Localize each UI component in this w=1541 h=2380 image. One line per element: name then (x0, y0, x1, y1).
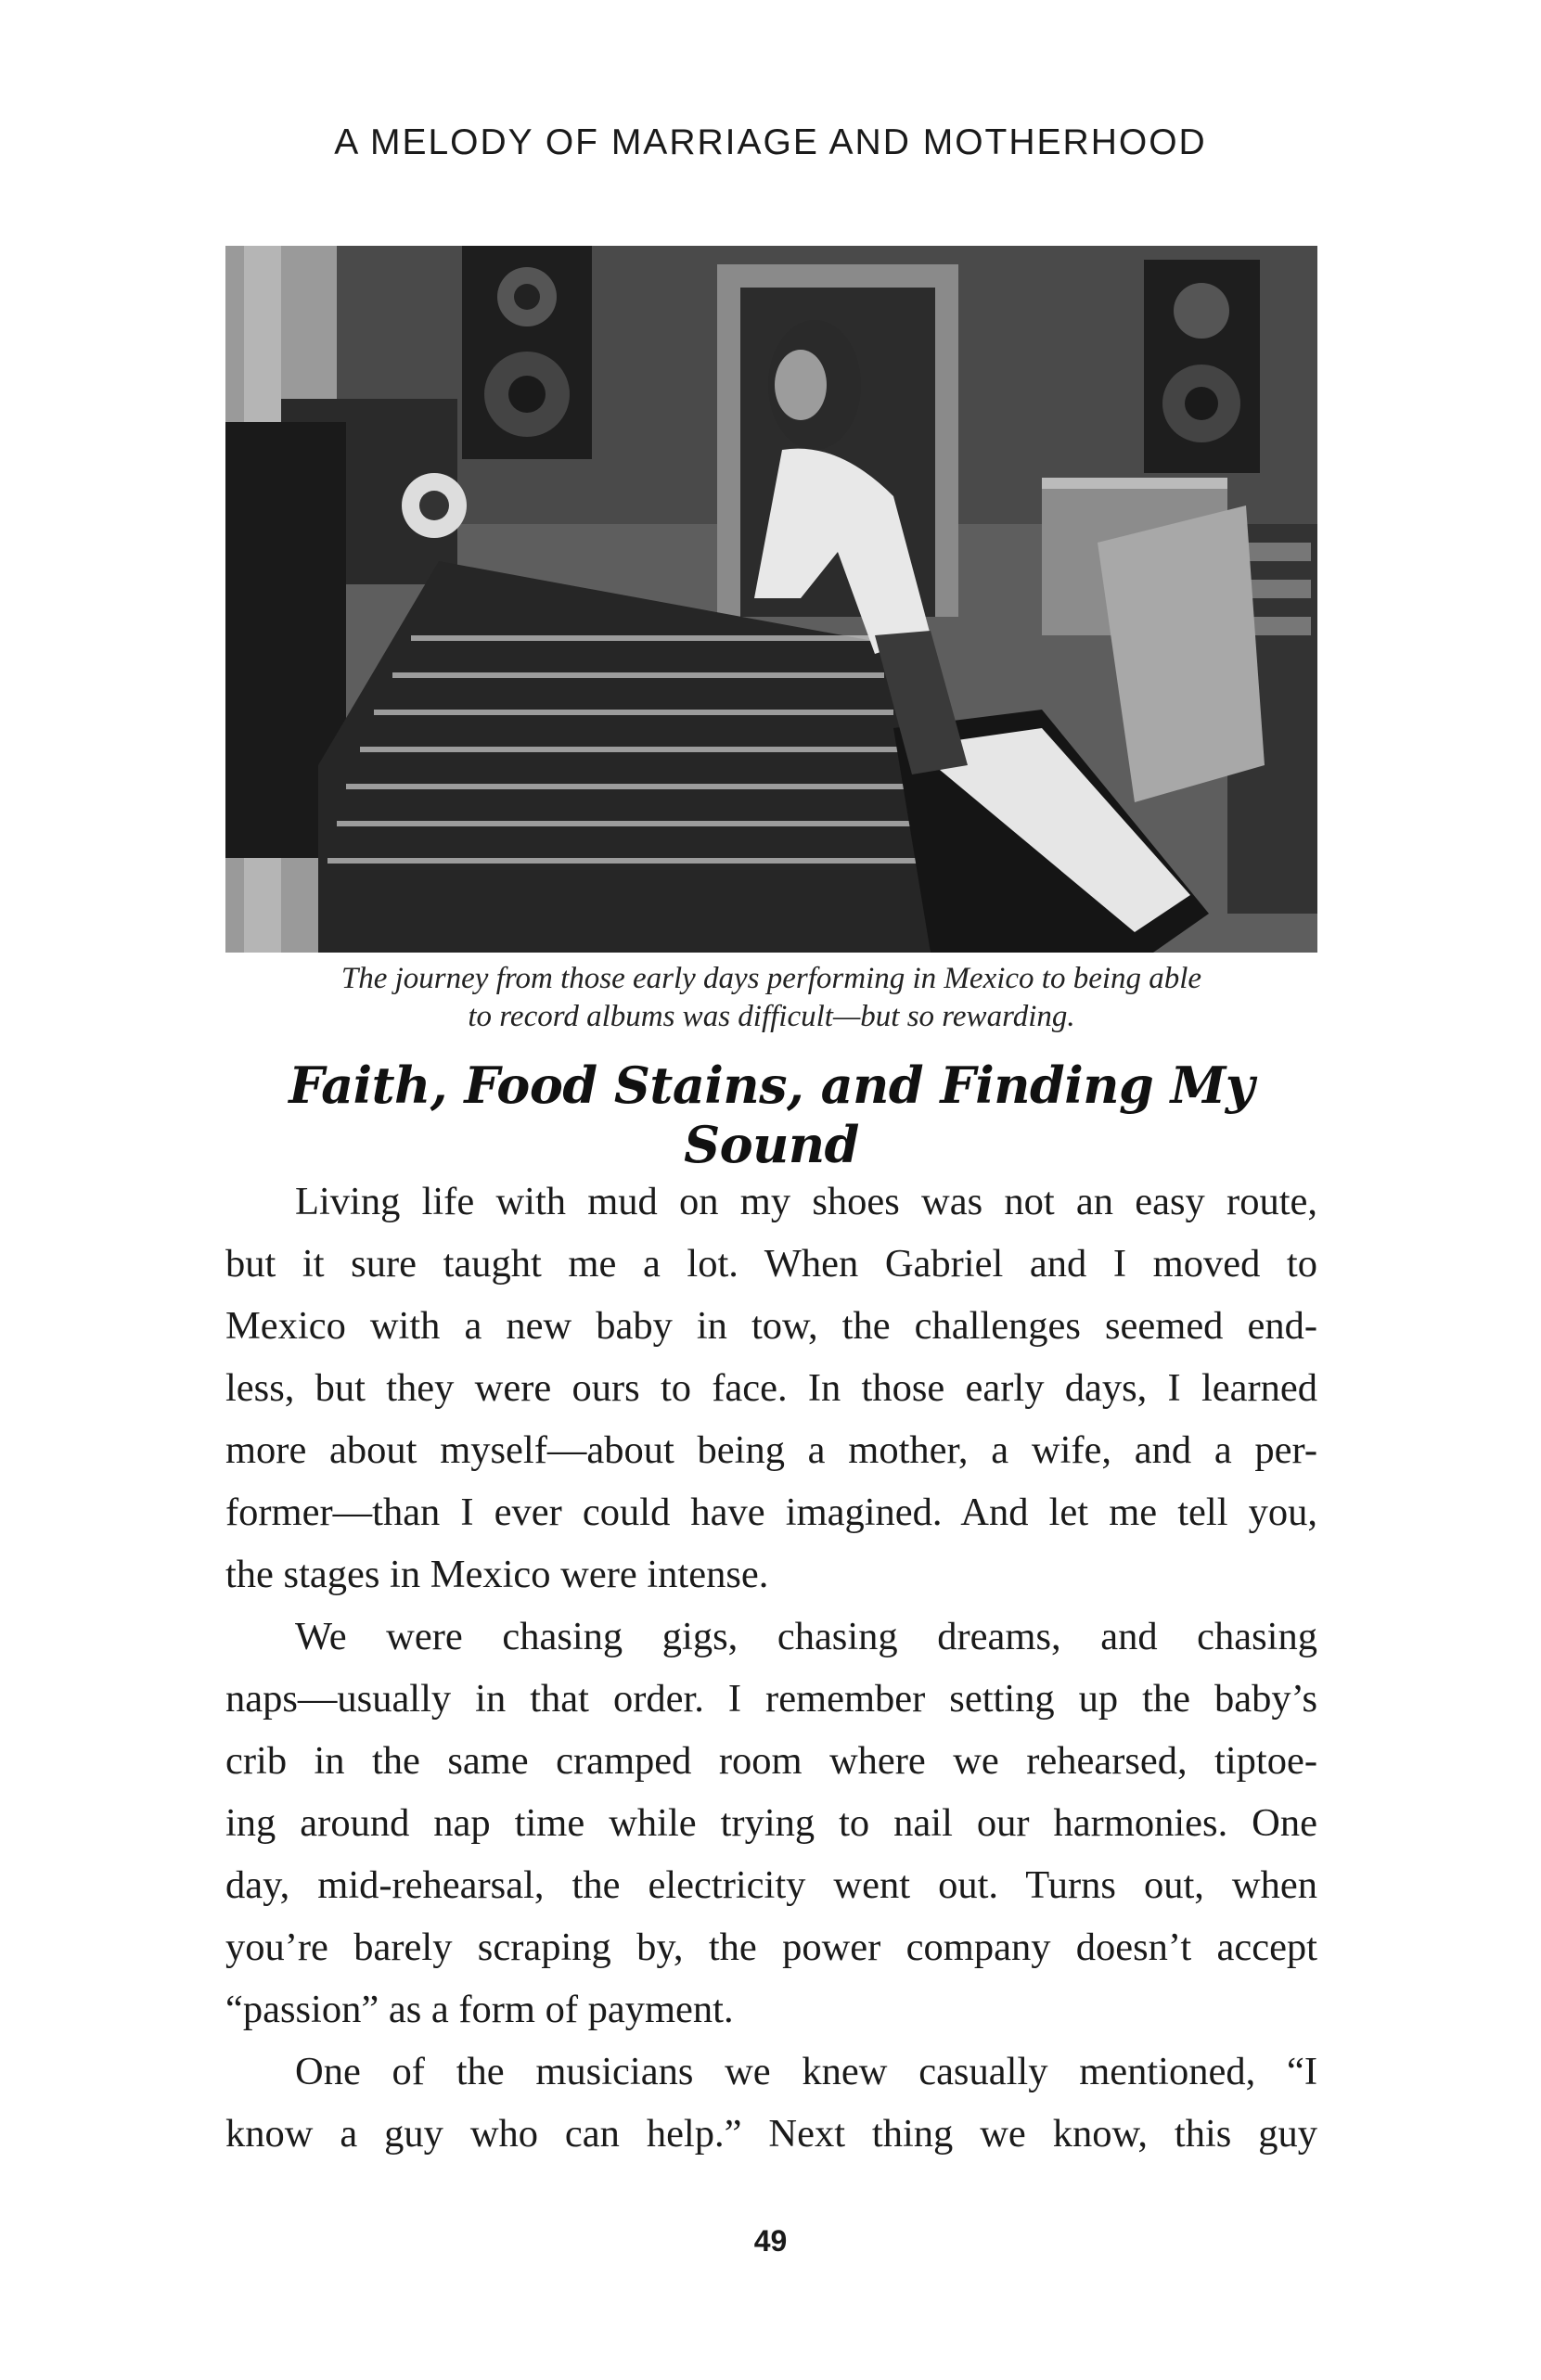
text-line: Living life with mud on my shoes was not an easy route, (295, 1180, 1317, 1223)
text-line: Mexico with a new baby in tow, the challenges seemed end- (225, 1304, 1317, 1348)
caption-line-1: The journey from those early days performing in Mexico to being able (340, 962, 1202, 995)
text-line: you’re barely scraping by, the power company doesn’t accept (225, 1926, 1317, 1969)
text-line: know a guy who can help.” Next thing we know, this guy (225, 2112, 1317, 2156)
text-line: but it sure taught me a lot. When Gabriel and I moved to (225, 1242, 1317, 1286)
body-text (225, 1171, 1317, 2165)
text-line: “passion” as a form of payment. (225, 1988, 734, 2031)
text-line: day, mid-rehearsal, the electricity went out. Turns out, when (225, 1863, 1317, 1907)
text-line: more about myself—about being a mother, a wife, and a per- (225, 1428, 1317, 1472)
studio-photo (225, 246, 1317, 953)
page-number: 49 (753, 2224, 788, 2258)
photo-caption (225, 960, 1317, 1036)
photo-illustration (225, 246, 1317, 953)
text-line: One of the musicians we knew casually mentioned, “I (295, 2050, 1317, 2093)
text-line: former—than I ever could have imagined. And let me tell you, (225, 1491, 1317, 1534)
text-line: We were chasing gigs, chasing dreams, and chasing (295, 1615, 1317, 1658)
paragraph-1 (225, 1171, 1317, 1606)
running-head: A MELODY OF MARRIAGE AND MOTHERHOOD (334, 122, 1207, 162)
text-line: ing around nap time while trying to nail our harmonies. One (225, 1801, 1317, 1845)
text-line: naps—usually in that order. I remember setting up the baby’s (225, 1677, 1317, 1721)
caption-line-2: to record albums was difficult—but so rewarding. (468, 1000, 1075, 1033)
section-heading: Faith, Food Stains, and Finding My Sound (289, 1056, 1254, 1174)
text-line: crib in the same cramped room where we rehearsed, tiptoe- (225, 1739, 1317, 1783)
paragraph-3 (225, 2041, 1317, 2165)
paragraph-2 (225, 1606, 1317, 2041)
text-line: the stages in Mexico were intense. (225, 1553, 769, 1596)
text-line: less, but they were ours to face. In those early days, I learned (225, 1366, 1317, 1410)
